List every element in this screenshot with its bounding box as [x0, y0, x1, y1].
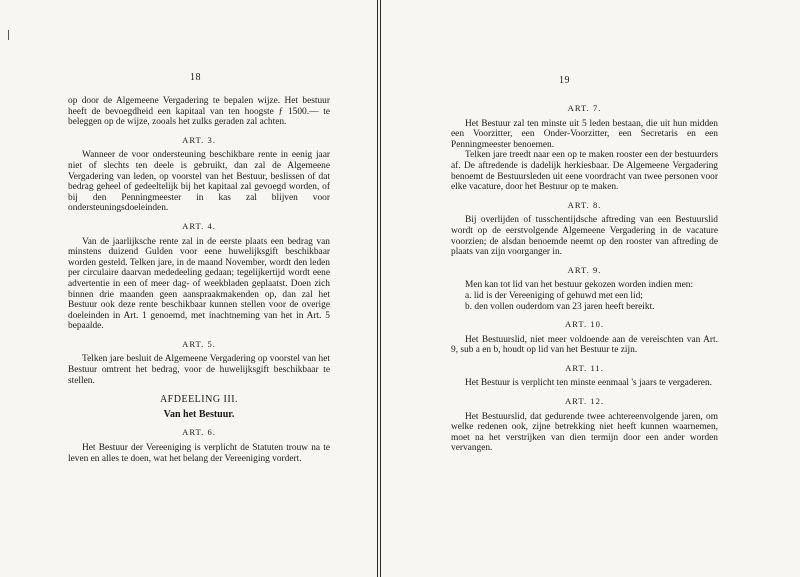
section-heading: AFDEELING III.: [159, 394, 239, 406]
page-number: 18: [190, 72, 201, 83]
left-text-column: [68, 96, 330, 464]
page-number: 19: [559, 75, 570, 86]
paragraph: Het Bestuur zal ten minste uit 5 leden bestaan, die uit hun midden een Voorzitter, een Onder-Voorzitter, een Secretaris en een Penningmeester benoemen.: [451, 118, 718, 150]
article-heading: ART. 12.: [564, 396, 605, 407]
paragraph: Telken jare treedt naar een op te maken rooster een der bestuurders af. De aftredende is dadelijk herkiesbaar. De Algemeene Vergadering benoemt de Bestuursleden uit eene voordracht van twee personen voor elke vacature, door het Bestuur op te maken.: [451, 150, 718, 193]
paragraph: Het Bestuur der Vereeniging is verplicht de Statuten trouw na te leven en alles te doen, wat het belang der Vereeniging vordert.: [68, 443, 330, 464]
left-page: [0, 0, 378, 577]
right-page: [380, 0, 800, 577]
page-edge-mark: [8, 30, 9, 40]
right-text-column: [451, 96, 718, 454]
list-item: b. den vollen ouderdom van 23 jaren heeft bereikt.: [465, 301, 655, 312]
article-heading: ART. 4.: [182, 220, 216, 231]
article-heading: ART. 7.: [567, 103, 602, 113]
condition-list: [451, 291, 718, 312]
paragraph: Bij overlijden of tusschentijdsche aftreding van een Bestuurslid wordt op de eerstvolgende Algemeene Vergadering in de vacature voorzien; de alsdan benoemde neemt op den rooster van aftreding de plaats van zijn voorganger in.: [451, 215, 718, 258]
section-subtitle: Van het Bestuur.: [163, 408, 235, 420]
paragraph: Telken jare besluit de Algemeene Vergadering op voorstel van het Bestuur omtrent het bedrag, voor de huwelijksgift beschikbaar te stellen.: [68, 354, 330, 386]
article-heading: ART. 8.: [567, 199, 602, 210]
list-item: a. lid is der Vereeniging of gehuwd met een lid;: [465, 290, 643, 301]
paragraph: op door de Algemeene Vergadering te bepalen wijze. Het bestuur heeft de bevoegdheid een kapitaal van ten hoogste ƒ 1500.— te beleggen op de wijze, zooals het zulks geraden zal achten.: [68, 96, 330, 128]
paragraph: Men kan tot lid van het bestuur gekozen worden indien men:: [465, 280, 694, 291]
paragraph: Van de jaarlijksche rente zal in de eerste plaats een bedrag van minstens duizend Gulden voor eene huwelijksgift beschikbaar worden gesteld. Telken jare, in de maand November, wordt den leden per circulaire daarvan mededeeling gedaan; tegelijkertijd wordt eene advertentie in een of meer dag- of weekbladen geplaatst. Doen zich binnen drie maanden geen aanspraakmakenden op, dan zal het Bestuur ook deze rente beschikbaar kunnen stellen voor de overige doeleinden in Art. 1 genoemd, met inachtneming van het in Art. 5 bepaalde.: [68, 236, 330, 332]
article-heading: ART. 11.: [565, 362, 604, 373]
article-heading: ART. 6.: [182, 427, 216, 438]
paragraph: Wanneer de voor ondersteuning beschikbare rente in eenig jaar niet of slechts ten deele is gebruikt, dan zal de Algemeene Vergadering van leden, op voorstel van het Bestuur, beslissen of dat bedrag geheel of gedeeltelijk bij het kapitaal zal gevoegd worden, of bij den Penningmeester in kas zal blijven voor ondersteuningsdoeleinden.: [68, 150, 330, 214]
paragraph: Het Bestuur is verplicht ten minste eenmaal 's jaars te vergaderen.: [465, 378, 713, 389]
paragraph: Het Bestuurslid, niet meer voldoende aan de vereischten van Art. 9, sub a en b, houdt op lid van het Bestuur te zijn.: [451, 334, 718, 356]
article-heading: ART. 3.: [182, 134, 216, 145]
article-heading: ART. 10.: [564, 319, 605, 330]
article-heading: ART. 5.: [182, 338, 216, 349]
article-heading: ART. 9.: [567, 264, 602, 275]
paragraph: Het Bestuurslid, dat gedurende twee achtereenvolgende jaren, om welke redenen ook, zijne betrekking niet heeft kunnen waarnemen, moet na het verstrijken van dien termijn door een ander worden vervangen.: [451, 411, 718, 454]
